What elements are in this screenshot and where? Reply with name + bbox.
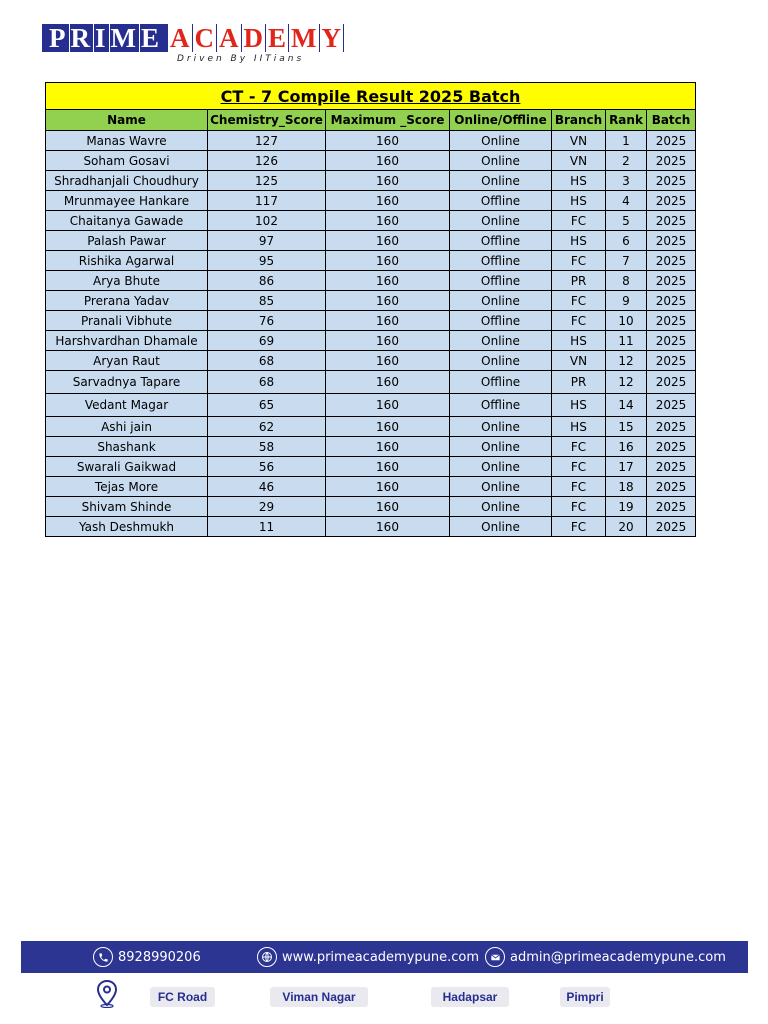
rank: 2 (606, 151, 647, 171)
branch: FC (552, 477, 606, 497)
student-name: Tejas More (46, 477, 208, 497)
globe-icon (257, 947, 277, 967)
location-pin-icon (96, 980, 118, 1013)
mode: Online (450, 211, 552, 231)
chemistry-score: 11 (208, 517, 326, 537)
table-title-row (46, 83, 696, 110)
table-row (46, 211, 696, 231)
table-row (46, 191, 696, 211)
chemistry-score: 102 (208, 211, 326, 231)
branch: PR (552, 371, 606, 394)
header-name: Name (46, 110, 208, 131)
logo-letter: A (217, 24, 242, 52)
header-branch: Branch (552, 110, 606, 131)
table-row (46, 417, 696, 437)
batch: 2025 (647, 417, 696, 437)
student-name: Shradhanjali Choudhury (46, 171, 208, 191)
table-header-row (46, 110, 696, 131)
table-row (46, 477, 696, 497)
student-name: Soham Gosavi (46, 151, 208, 171)
batch: 2025 (647, 231, 696, 251)
branch: HS (552, 394, 606, 417)
maximum-score: 160 (326, 417, 450, 437)
mode: Online (450, 151, 552, 171)
branch: FC (552, 437, 606, 457)
table-row (46, 291, 696, 311)
email-link[interactable] (485, 941, 726, 973)
branch: FC (552, 311, 606, 331)
batch: 2025 (647, 331, 696, 351)
maximum-score: 160 (326, 394, 450, 417)
logo-letter: I (95, 23, 108, 53)
mode: Offline (450, 271, 552, 291)
maximum-score: 160 (326, 311, 450, 331)
student-name: Sarvadnya Tapare (46, 371, 208, 394)
chemistry-score: 127 (208, 131, 326, 151)
batch: 2025 (647, 151, 696, 171)
branch: PR (552, 271, 606, 291)
student-name: Harshvardhan Dhamale (46, 331, 208, 351)
student-name: Palash Pawar (46, 231, 208, 251)
student-name: Pranali Vibhute (46, 311, 208, 331)
rank: 12 (606, 351, 647, 371)
batch: 2025 (647, 131, 696, 151)
branch: HS (552, 171, 606, 191)
batch: 2025 (647, 211, 696, 231)
mode: Offline (450, 311, 552, 331)
table-row (46, 311, 696, 331)
branch-locations (0, 980, 768, 1016)
mode: Offline (450, 394, 552, 417)
maximum-score: 160 (326, 477, 450, 497)
branch: VN (552, 351, 606, 371)
chemistry-score: 56 (208, 457, 326, 477)
table-row (46, 171, 696, 191)
student-name: Mrunmayee Hankare (46, 191, 208, 211)
mail-icon (485, 947, 505, 967)
table-row (46, 497, 696, 517)
rank: 17 (606, 457, 647, 477)
branch: VN (552, 131, 606, 151)
maximum-score: 160 (326, 211, 450, 231)
maximum-score: 160 (326, 271, 450, 291)
chemistry-score: 86 (208, 271, 326, 291)
rank: 20 (606, 517, 647, 537)
student-name: Ashi jain (46, 417, 208, 437)
logo-letter: Y (320, 24, 345, 52)
chemistry-score: 95 (208, 251, 326, 271)
mode: Online (450, 457, 552, 477)
table-row (46, 331, 696, 351)
mode: Online (450, 171, 552, 191)
mode: Offline (450, 231, 552, 251)
batch: 2025 (647, 291, 696, 311)
rank: 19 (606, 497, 647, 517)
branch: HS (552, 231, 606, 251)
table-row (46, 437, 696, 457)
branch: FC (552, 211, 606, 231)
chemistry-score: 29 (208, 497, 326, 517)
email-text: admin@primeacademypune.com (510, 949, 726, 965)
table-row (46, 371, 696, 394)
rank: 4 (606, 191, 647, 211)
student-name: Manas Wavre (46, 131, 208, 151)
maximum-score: 160 (326, 371, 450, 394)
website-text: www.primeacademypune.com (282, 949, 480, 965)
rank: 12 (606, 371, 647, 394)
maximum-score: 160 (326, 517, 450, 537)
mode: Online (450, 331, 552, 351)
rank: 16 (606, 437, 647, 457)
rank: 6 (606, 231, 647, 251)
chemistry-score: 46 (208, 477, 326, 497)
table-row (46, 271, 696, 291)
table-row (46, 351, 696, 371)
chemistry-score: 117 (208, 191, 326, 211)
chemistry-score: 85 (208, 291, 326, 311)
logo-letter: A (168, 24, 193, 52)
table-row (46, 457, 696, 477)
rank: 5 (606, 211, 647, 231)
prime-academy-logo (42, 23, 344, 64)
rank: 8 (606, 271, 647, 291)
branch: FC (552, 497, 606, 517)
table-body (46, 131, 696, 537)
maximum-score: 160 (326, 331, 450, 351)
table-row (46, 251, 696, 271)
mode: Online (450, 437, 552, 457)
rank: 10 (606, 311, 647, 331)
logo-academy-block (168, 24, 344, 52)
location-fc-road[interactable]: FC Road (150, 987, 215, 1007)
maximum-score: 160 (326, 231, 450, 251)
chemistry-score: 58 (208, 437, 326, 457)
mode: Online (450, 417, 552, 437)
batch: 2025 (647, 271, 696, 291)
mode: Online (450, 131, 552, 151)
maximum-score: 160 (326, 351, 450, 371)
rank: 1 (606, 131, 647, 151)
maximum-score: 160 (326, 151, 450, 171)
batch: 2025 (647, 394, 696, 417)
chemistry-score: 68 (208, 351, 326, 371)
logo-letter: D (242, 24, 267, 52)
branch: FC (552, 517, 606, 537)
chemistry-score: 97 (208, 231, 326, 251)
location-viman-nagar[interactable]: Viman Nagar (270, 987, 368, 1007)
table-title: CT - 7 Compile Result 2025 Batch (46, 83, 696, 110)
header-batch: Batch (647, 110, 696, 131)
student-name: Rishika Agarwal (46, 251, 208, 271)
branch: FC (552, 291, 606, 311)
rank: 15 (606, 417, 647, 437)
student-name: Yash Deshmukh (46, 517, 208, 537)
logo-letter: C (193, 24, 218, 52)
chemistry-score: 68 (208, 371, 326, 394)
maximum-score: 160 (326, 251, 450, 271)
rank: 14 (606, 394, 647, 417)
student-name: Vedant Magar (46, 394, 208, 417)
batch: 2025 (647, 437, 696, 457)
mode: Online (450, 497, 552, 517)
rank: 18 (606, 477, 647, 497)
branch: FC (552, 251, 606, 271)
student-name: Arya Bhute (46, 271, 208, 291)
batch: 2025 (647, 191, 696, 211)
table-row (46, 231, 696, 251)
maximum-score: 160 (326, 291, 450, 311)
chemistry-score: 69 (208, 331, 326, 351)
batch: 2025 (647, 517, 696, 537)
maximum-score: 160 (326, 457, 450, 477)
student-name: Prerana Yadav (46, 291, 208, 311)
logo-prime-block (42, 24, 168, 52)
website-link[interactable] (257, 941, 479, 973)
branch: FC (552, 457, 606, 477)
maximum-score: 160 (326, 191, 450, 211)
table-row (46, 394, 696, 417)
batch: 2025 (647, 251, 696, 271)
batch: 2025 (647, 371, 696, 394)
results-table (45, 82, 696, 537)
phone-icon (93, 947, 113, 967)
logo-letter: P (49, 23, 68, 53)
logo-letter: M (289, 24, 319, 52)
maximum-score: 160 (326, 131, 450, 151)
batch: 2025 (647, 311, 696, 331)
mode: Online (450, 477, 552, 497)
branch: HS (552, 191, 606, 211)
header-mode: Online/Offline (450, 110, 552, 131)
rank: 9 (606, 291, 647, 311)
logo-letter: E (266, 24, 289, 52)
chemistry-score: 76 (208, 311, 326, 331)
chemistry-score: 125 (208, 171, 326, 191)
batch: 2025 (647, 351, 696, 371)
chemistry-score: 126 (208, 151, 326, 171)
batch: 2025 (647, 171, 696, 191)
header-chemistry-score: Chemistry_Score (208, 110, 326, 131)
logo-tagline: Driven By IITians (177, 54, 305, 64)
student-name: Shivam Shinde (46, 497, 208, 517)
student-name: Shashank (46, 437, 208, 457)
logo-letter: E (141, 23, 162, 53)
logo-letter: M (110, 23, 138, 53)
student-name: Swarali Gaikwad (46, 457, 208, 477)
student-name: Chaitanya Gawade (46, 211, 208, 231)
rank: 3 (606, 171, 647, 191)
table-row (46, 151, 696, 171)
chemistry-score: 62 (208, 417, 326, 437)
location-hadapsar[interactable]: Hadapsar (431, 987, 509, 1007)
chemistry-score: 65 (208, 394, 326, 417)
mode: Online (450, 517, 552, 537)
rank: 7 (606, 251, 647, 271)
mode: Offline (450, 191, 552, 211)
mode: Offline (450, 371, 552, 394)
location-pimpri[interactable]: Pimpri (560, 987, 610, 1007)
table-row (46, 131, 696, 151)
maximum-score: 160 (326, 437, 450, 457)
rank: 11 (606, 331, 647, 351)
mode: Online (450, 291, 552, 311)
header-maximum-score: Maximum _Score (326, 110, 450, 131)
phone-contact[interactable] (93, 941, 201, 973)
maximum-score: 160 (326, 497, 450, 517)
header-rank: Rank (606, 110, 647, 131)
logo-letter: R (70, 23, 92, 53)
batch: 2025 (647, 477, 696, 497)
maximum-score: 160 (326, 171, 450, 191)
contact-footer-bar (21, 941, 748, 973)
branch: HS (552, 417, 606, 437)
batch: 2025 (647, 497, 696, 517)
branch: VN (552, 151, 606, 171)
mode: Offline (450, 251, 552, 271)
batch: 2025 (647, 457, 696, 477)
table-row (46, 517, 696, 537)
phone-number: 8928990206 (118, 949, 201, 965)
student-name: Aryan Raut (46, 351, 208, 371)
mode: Online (450, 351, 552, 371)
branch: HS (552, 331, 606, 351)
